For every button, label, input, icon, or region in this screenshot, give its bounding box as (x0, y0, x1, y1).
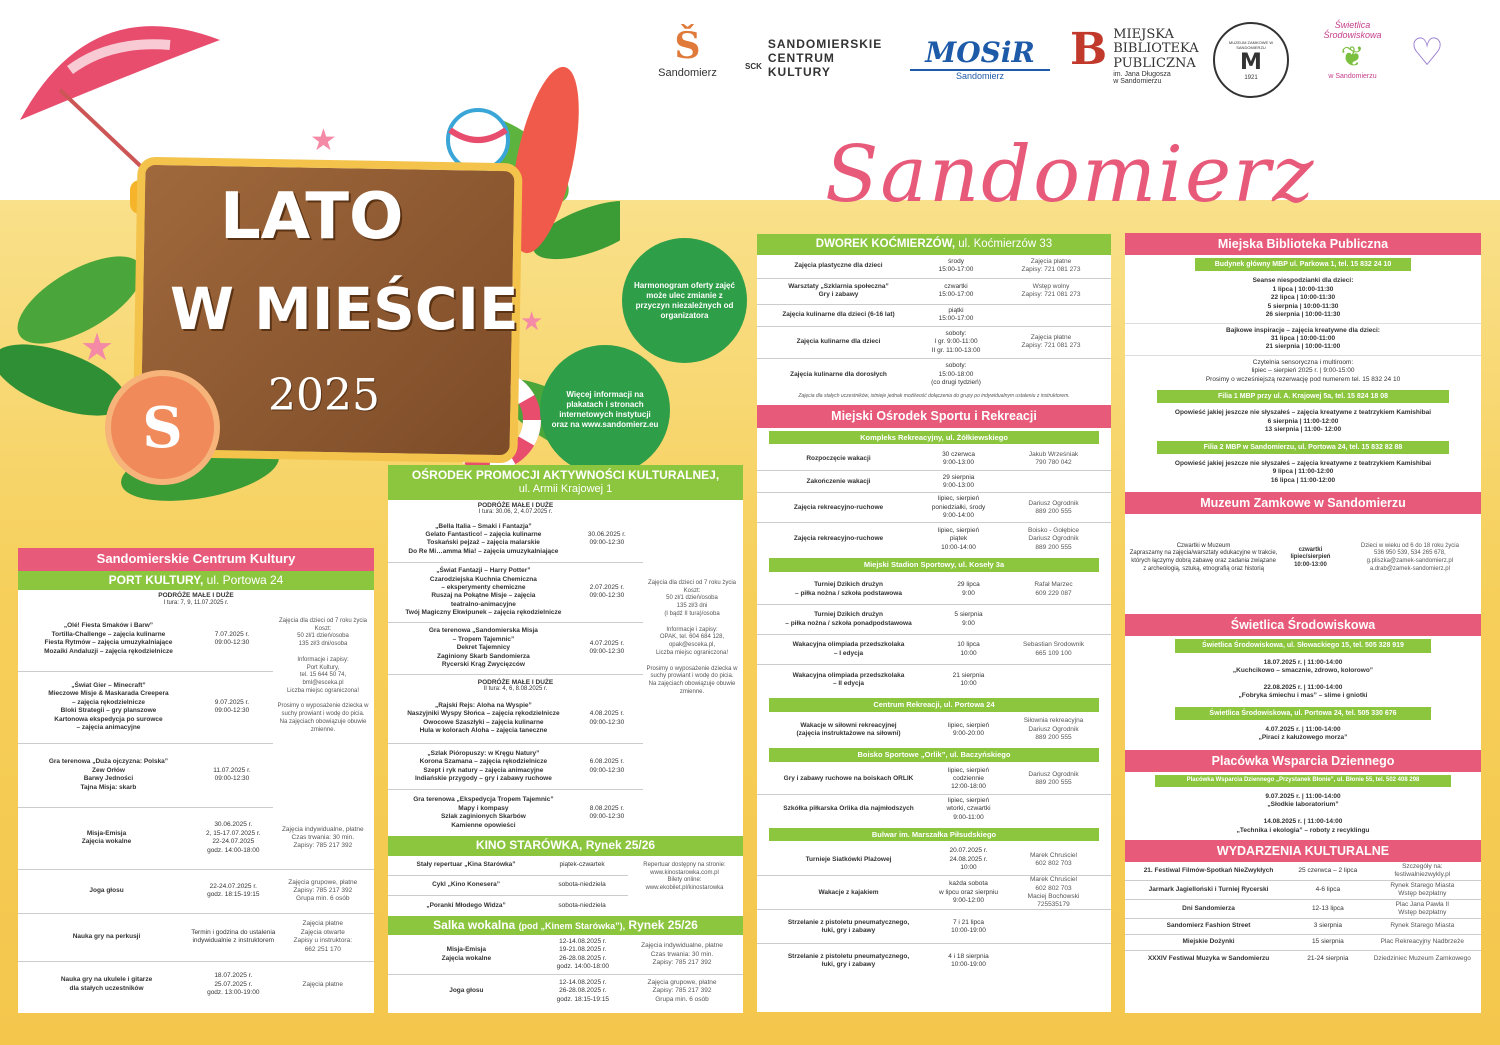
activity: Turnieje Siatkówki Plażowej (805, 855, 892, 863)
date: 22-24.07.2025 r. godz. 18:15-19:15 (207, 882, 260, 899)
activity: Joga głosu (89, 887, 124, 894)
date: piątki 15:00-17:00 (938, 307, 974, 323)
date: sobota-niedziela (558, 901, 606, 909)
activity: Joga głosu (449, 987, 484, 995)
activity: Zajęcia plastyczne dla dzieci (794, 262, 883, 270)
info: Rafał Marzec 609 229 087 (1034, 581, 1073, 597)
opak-header (388, 465, 743, 500)
table-row (757, 575, 1111, 605)
event: 21. Festiwal Filmów-Spotkań NieZwykłych (1143, 866, 1274, 874)
activity: Nauka gry na perkusji (72, 933, 141, 940)
sck-sub-title: PORT KULTURY, (108, 572, 204, 587)
date: lipiec, sierpień 9:00-20:00 (947, 721, 990, 737)
table-row (757, 795, 1111, 825)
date: 21-24 sierpnia (1307, 954, 1349, 962)
info: Dziedziniec Muzeum Zamkowego (1373, 954, 1471, 962)
event: XXXIV Festiwal Muzyka w Sandomierzu (1147, 954, 1270, 962)
table-row (757, 255, 1111, 279)
date: 4.08.2025 r. 09:00-12:30 (589, 710, 625, 726)
activity: Warsztaty „Szklarnia społeczna” Gry i zabawy (788, 283, 889, 299)
table-row (18, 608, 273, 672)
logo-sck (745, 38, 882, 79)
kino-header (388, 836, 743, 856)
logo-mosir-label: MOSiR (925, 36, 1035, 69)
logo-sandomierz-label: Sandomierz (658, 67, 717, 79)
activity: „Świat Gier – Minecraft” Mieczowe Misje & Maskarada Creepera – zajęcia rękodzielnicze Bloki Strategii – gry planszowe Kartonowa ekspedycja po surowce – zajęcia animacyjne (48, 681, 169, 732)
activity: Gra terenowa „Duża ojczyzna: Polska” Zew Orłów Barwy Jedności Tajna Misja: skarb (48, 758, 169, 791)
info: Dariusz Ogrodnik 889 200 555 (1028, 770, 1079, 787)
date: każda sobota w lipcu oraz sierpniu 9:00-12:00 (939, 880, 998, 905)
activity: Gry i zabawy ruchowe na boiskach ORLIK (783, 774, 914, 782)
table-row (18, 870, 374, 914)
info: Zajęcia indywidualne, płatne Czas trwania: 30 min. Zapisy: 785 217 392 (641, 942, 723, 967)
date: 30.06.2025 r. 2, 15-17.07.2025 r. 22-24.07.2025 godz. 14:00-18:00 (206, 821, 261, 854)
date: lipiec, sierpień wtorki, czwartki 9:00-11:00 (946, 797, 991, 821)
info: Dzieci w wieku od 6 do 18 roku życia 536 950 539, 534 265 678, g.pliszka@zamek-sandomierz.pl a.drab@zamek-sandomierz.pl (1360, 542, 1459, 573)
info: Boisko - Gołębice Dariusz Ogrodnik 889 200 555 (1028, 526, 1079, 551)
table-row (1125, 935, 1481, 951)
table-row (388, 623, 643, 675)
activity: Strzelanie z pistoletu pneumatycznego, łuki, gry i zabawy (787, 918, 910, 934)
opak-podroze: PODRÓŻE MAŁE I DUŻE (477, 501, 554, 509)
info: Siłownia rekreacyjna Dariusz Ogrodnik 889 200 555 (1023, 717, 1084, 742)
activity: „Olé! Fiesta Smaków i Barw” Tortilla-Challenge – zajęcia kulinarne Fiesta Rytmów – zajęcia umuzykalniające Mozaiki Andaluzji – zajęcia rękodzielnicze (44, 622, 173, 655)
date: 10 lipca 10:00 (957, 641, 980, 657)
table-row (1125, 862, 1481, 881)
table-row (388, 876, 628, 896)
opak-side-info: Zajęcia dla dzieci od 7 roku życia Koszt: 50 zł/1 dzień/osoba 135 zł/3 dni (I bądź II tura)/osoba Informacje i zapisy: OPAK, tel. 604 684 128, opak@esceka.pl, Liczba miejsc ograniczona! Prosimy o wyposażenie dziecka w suchy prowiant i wodę do picia. Na zajęciach obowiązuje obuwie zmienne. (646, 579, 738, 695)
salka-title: Salka wokalna (433, 917, 516, 932)
info: Zajęcia grupowe, płatne Zapisy: 785 217 392 Grupa min. 6 osób (647, 978, 717, 1003)
date: 30 czerwca 9:00-13:00 (942, 450, 975, 466)
date: 4-6 lipca (1315, 885, 1341, 893)
mbp-filia2-text: Opowieść jakiej jeszcze nie słyszałeś – zajęcia kreatywne z teatrzykiem Kamishibai 9 lipca | 11:00-12:00 16 lipca | 11:00-12:00 (1174, 459, 1432, 484)
date: 21 sierpnia 10:00 (952, 671, 985, 688)
kino-side-info: Repertuar dostępny na stronie: www.kinostarowka.com.pl Bilety online: www.ekobilet.pl/kinostarowka (643, 861, 726, 892)
logo-muzeum-label: MUZEUM ZAMKOWE W SANDOMIERZU (1228, 39, 1274, 50)
event: Sandomierz Fashion Street (1166, 922, 1251, 930)
logo-swietlica-sub: w Sandomierzu (1328, 73, 1377, 80)
info: Jakub Wrześniak 790 780 042 (1028, 450, 1079, 466)
table-row (757, 876, 1111, 910)
activity: Turniej Dzikich drużyn – piłka nożna / szkoła podstawowa (795, 581, 902, 597)
info: Zajęcia indywidualne, płatne Czas trwania: 30 min. Zapisy: 785 217 392 (281, 825, 364, 850)
sck-title: Sandomierskie Centrum Kultury (18, 548, 374, 571)
activity: „Rajski Rejs: Aloha na Wyspie” Naszyjniki Wyspy Słońca – zajęcia rękodzielnicze Owocowe Szaszłyki – zajęcia kulinarne Hula w kolorach Aloha – zajęcia taneczne (407, 701, 560, 735)
placowka-sub: Placówka Wsparcia Dziennego „Przystanek Błonie”, ul. Błonie 55, tel. 502 408 298 (1155, 775, 1451, 787)
placowka-text: 9.07.2025 r. | 11:00-14:00 „Słodkie laboratorium” 14.08.2025 r. | 11:00-14:00 „Technika i ekologia” – roboty z recyklingu (1236, 792, 1370, 834)
table-row (757, 635, 1111, 665)
activity: Gra terenowa „Ekspedycja Tropem Tajemnic” Mapy i kompasy Szlak zaginionych Skarbów Kamienne opowieści (413, 796, 554, 829)
info-bubble-change: Harmonogram oferty zajęć może ulec zmianie z przyczyn niezależnych od organizatora (622, 238, 747, 363)
activity: Cykl „Kino Konesera” (432, 881, 500, 889)
date: 4.07.2025 r. 09:00-12:30 (589, 640, 625, 656)
activity: Strzelanie z pistoletu pneumatycznego, łuki, gry i zabawy (787, 953, 910, 969)
date: czwartki 15:00-17:00 (938, 283, 974, 299)
date: sobota-niedziela (558, 881, 606, 889)
table-row (18, 672, 273, 744)
table-row (1125, 951, 1481, 967)
table-row (1125, 881, 1481, 900)
dworek-address: ul. Koćmierzów 33 (958, 238, 1053, 250)
activity: Stały repertuar „Kina Starówka” (416, 861, 516, 869)
table-row (18, 808, 374, 870)
activity: Nauka gry na ukulele i gitarze dla stałych uczestników (60, 976, 153, 992)
activity: „Szlak Pióropuszy: w Kręgu Natury” Korona Szamana – zajęcia rękodzielnicze Szept i ryk natury – zajęcia animacyjne Indiańskie przygody – gry i zabawy ruchowe (414, 749, 552, 783)
mbp-b-icon: B (1070, 24, 1108, 75)
table-row (1125, 900, 1481, 919)
swietlica-title: Świetlica Środowiskowa (1125, 614, 1481, 636)
mbp-filia1-text: Opowieść jakiej jeszcze nie słyszałeś – zajęcia kreatywne z teatrzykiem Kamishibai 6 sierpnia | 11:00-12:00 13 sierpnia | 11:00- 12:00 (1174, 409, 1432, 434)
table-row (757, 279, 1111, 305)
logo-mosir (910, 36, 1050, 81)
date: 29 sierpnia 9:00-13:00 (942, 473, 975, 489)
activity: „Poranki Młodego Widza” (426, 901, 506, 909)
date: 9.07.2025 r. 09:00-12:30 (214, 698, 250, 715)
table-row (388, 790, 643, 836)
logo-sck-label: SANDOMIERSKIE CENTRUM KULTURY (767, 37, 883, 79)
svg-text:★: ★ (80, 325, 115, 369)
date: 6.08.2025 r. 09:00-12:30 (589, 758, 625, 774)
logo-mbp-label: MIEJSKA BIBLIOTEKA PUBLICZNA (1113, 27, 1199, 71)
activity: Turniej Dzikich drużyn – piłka nożna / szkoła ponadpodstawowa (785, 611, 912, 627)
mbp-seanse: Seanse niespodzianki dla dzieci: 1 lipca | 10:00-11:30 22 lipca | 10:00-11:30 5 sierpnia | 10:00-11:30 26 sierpnia | 10:00-11:30 (1125, 274, 1481, 323)
activity: Zajęcia kulinarne dla dorosłych (790, 370, 887, 378)
info: Zajęcia płatne (302, 980, 344, 988)
date: 29 lipca 9:00 (957, 581, 980, 597)
date: 7 i 21 lipca 10:00-19:00 (951, 918, 986, 934)
activity: Wakacyjna olimpiada przedszkolaka – II edycja (792, 671, 905, 688)
table-row (757, 523, 1111, 555)
mosir-bulwar: Bulwar im. Marszałka Piłsudskiego (769, 828, 1099, 842)
info: Marek Chruściel 602 802 703 (1030, 851, 1077, 867)
table-row (18, 962, 374, 1008)
date: 15 sierpnia (1311, 938, 1344, 946)
butterfly-icon: ❦ (1340, 41, 1365, 72)
date: lipiec, sierpień codziennie 12:00-18:00 (947, 766, 990, 791)
date: środy 15:00-17:00 (938, 258, 974, 274)
info: Szczegóły na: festiwalniezwykly.pl (1394, 862, 1451, 879)
activity: Zajęcia rekreacyjno-ruchowe (793, 535, 884, 543)
date: 18.07.2025 r. 25.07.2025 r. godz. 13:00-19:00 (207, 972, 260, 996)
logo-mosir-sub: Sandomierz (910, 69, 1050, 81)
swietlica-s2: Świetlica Środowiskowa, ul. Portowa 24, tel. 505 330 676 (1175, 707, 1431, 720)
activity: Wakacyjna olimpiada przedszkolaka – I edycja (792, 641, 905, 657)
table-row (757, 844, 1111, 876)
table-row (388, 896, 628, 916)
dworek-note: Zajęcia dla stałych uczestników, istnieje jednak możliwość dołączenia do grupy po indywidualnym ustaleniu z instruktorem. (798, 392, 1070, 399)
info: Marek Chruściel 602 802 703 Maciej Bochowski 725535179 (1027, 876, 1080, 909)
logo-swietlica-label: Świetlica Środowiskowa (1323, 20, 1382, 40)
wydarzenia-title: WYDARZENIA KULTURALNE (1125, 840, 1481, 862)
activity: „Bella Italia – Smaki i Fantazja” Gelato Fantastico! – zajęcia kulinarne Toskański pejzaż – zajęcia malarskie Do Re Mi…amma Mia! – zajęcia umuzykalniające (408, 522, 559, 555)
mosir-stadion: Miejski Stadion Sportowy, ul. Koseły 3a (769, 558, 1099, 572)
info: Zajęcia płatne Zajęcia otwarte Zapisy u instruktora: 662 251 170 (293, 920, 353, 953)
date: 8.08.2025 r. 09:00-12:30 (589, 804, 625, 821)
activity: Misja-Emisja Zajęcia wokalne (441, 946, 492, 962)
info: Sebastian Srodownik 665 109 100 (1022, 641, 1085, 657)
logo-mbp (1070, 24, 1199, 85)
info: Zajęcia płatne Zapisy: 721 081 273 (1021, 258, 1081, 274)
table-row (757, 910, 1111, 944)
date: 5 sierpnia 9:00 (954, 611, 983, 627)
hero-title-line2: W MIEŚCIE (170, 275, 519, 343)
table-row (757, 359, 1111, 391)
opak-panel (388, 465, 743, 1013)
info: Zajęcia płatne Zapisy: 721 081 273 (1021, 334, 1081, 350)
mbp-title: Miejska Biblioteka Publiczna (1125, 233, 1481, 255)
sandomierz-emblem (105, 370, 220, 485)
table-row (388, 563, 643, 623)
dworek-panel (757, 234, 1111, 1012)
info: Rynek Starego Miasta Wstęp bezpłatny (1390, 881, 1455, 898)
table-row (388, 694, 643, 744)
opak-podroze-2: PODRÓŻE MAŁE I DUŻE (477, 678, 554, 686)
svg-text:★: ★ (520, 307, 544, 337)
castle-icon: M (1240, 49, 1262, 75)
logo-mbp-sub: im. Jana Długosza w Sandomierzu (1113, 70, 1171, 85)
umbrella-icon (20, 26, 220, 120)
date: lipiec, sierpień poniedziałki, środy 9:00-14:00 (931, 495, 986, 520)
table-row (1125, 514, 1481, 602)
mbp-filia1: Filia 1 MBP przy ul. A. Krajowej 5a, tel. 15 824 18 08 (1157, 390, 1449, 403)
table-row (757, 605, 1111, 635)
activity: Czwartki w Muzeum Zapraszamy na zajęcia/warsztaty edukacyjne w trakcie, których łączymy dobrą zabawę oraz zadania związane z archeologią, sztuką, etnografią oraz historią (1129, 542, 1278, 573)
activity: „Świat Fantazji – Harry Potter” Czarodziejska Kuchnia Chemiczna – eksperymenty chemiczne Ruszaj na Pokątne Misje – zajęcia teatralno-animacyjne Twój Magiczny Ekwipunek – zajęcia rękodzielnicze (405, 567, 562, 617)
info-bubble-more: Więcej informacji na plakatach i stronach internetowych instytucji oraz na www.sandomierz.eu (540, 345, 670, 475)
table-row (757, 327, 1111, 359)
opak-tura1: I tura: 30.06, 2, 4.07.2025 r. (478, 509, 553, 516)
info: Rynek Starego Miasta (1390, 922, 1455, 930)
date: 4 i 18 sierpnia 10:00-19:00 (948, 953, 989, 969)
sck-panel (18, 548, 374, 1013)
mosir-kompleks: Kompleks Rekreacyjny, ul. Żółkiewskiego (769, 431, 1099, 445)
table-row (388, 744, 643, 790)
mbp-czytelnia: Czytelnia sensoryczna i multiroom: lipiec – sierpień 2025 r. | 9:00-15:00 Prosimy o wcześniejszą rezerwację pod numerem tel. 15 832 24 10 (1205, 358, 1401, 383)
activity: Wakacje z kajakiem (818, 888, 879, 896)
info: Wstęp wolny Zapisy: 721 081 273 (1021, 283, 1081, 299)
event: Miejskie Dożynki (1182, 938, 1235, 946)
sck-sub-address: ul. Portowa 24 (206, 572, 284, 587)
date: soboty: I gr. 9:00-11:00 II gr. 11:00-13:00 (931, 329, 981, 354)
date: 12-14.08.2025 r. 19-21.08.2025 r. 26-28.08.2025 r. godz. 14:00-18:00 (556, 938, 610, 971)
mbp-bajkowe: Bajkowe inspiracje – zajęcia kreatywne dla dzieci: 31 lipca | 10:00-11:00 21 sierpnia | 10:00-11:00 (1125, 324, 1481, 356)
table-row (757, 447, 1111, 471)
activity: Zajęcia kulinarne dla dzieci (6-16 lat) (782, 311, 895, 319)
hero-title-line1: LATO (220, 180, 404, 254)
hero-year: 2025 (268, 370, 380, 421)
opak-address: ul. Armii Krajowej 1 (518, 483, 613, 495)
table-row (18, 914, 374, 962)
table-row (757, 665, 1111, 695)
date: 30.06.2025 r. 09:00-12:30 (587, 531, 626, 547)
table-row (18, 744, 273, 808)
activity: Misja-Emisja Zajęcia wokalne (81, 829, 132, 846)
heart-logo-icon: ♡ (1410, 32, 1445, 74)
activity: Zajęcia rekreacyjno-ruchowe (793, 503, 884, 511)
event: Jarmark Jagielloński i Turniej Rycerski (1148, 885, 1269, 893)
table-row (757, 944, 1111, 978)
logo-sandomierz (650, 25, 725, 79)
opak-tura2: II tura: 4, 6, 8.08.2025 r. (483, 686, 548, 693)
activity: Rozpoczęcie wakacji (806, 454, 871, 462)
sck-podroze: PODRÓŻE MAŁE I DUŻE (158, 592, 234, 600)
table-row (757, 765, 1111, 795)
sandomierz-shield-icon: Š (674, 25, 701, 67)
dworek-header (757, 234, 1111, 255)
salka-paren: (pod „Kinem Starówka”), (518, 920, 626, 931)
table-row (388, 856, 628, 876)
info: Plac Rekreacyjny Nadbrzeże (1380, 938, 1465, 946)
table-row (757, 305, 1111, 327)
swietlica-s2-text: 4.07.2025 r. | 11:00-14:00 „Piraci z kałużowego morza” (1258, 725, 1348, 742)
table-row (388, 935, 743, 975)
sck-subheader (18, 571, 374, 591)
salka-header (388, 916, 743, 936)
swietlica-s1-text: 18.07.2025 r. | 11:00-14:00 „Kuchcikowo – smacznie, zdrowo, kolorowo” 22.08.2025 r. | 11:00-14:00 „Fobryka śmiechu i mas” – slime i gniotki (1232, 658, 1374, 700)
date: piątek-czwartek (559, 861, 605, 869)
table-row (757, 715, 1111, 745)
kino-title: KINO STARÓWKA, (475, 838, 583, 853)
dworek-title: DWOREK KOĆMIERZÓW, (815, 238, 956, 250)
date: czwartki lipiec/sierpień 10:00-13:00 (1290, 546, 1331, 569)
activity: Gra terenowa „Sandomierska Misja – Tropem Tajemnic” Dekret Tajemnicy Zaginiony Skarb Sandomierza Rycerski Krąg Zwycięzców (428, 627, 538, 669)
placowka-title: Placówka Wsparcia Dziennego (1125, 750, 1481, 772)
table-row (757, 493, 1111, 523)
date: 3 sierpnia (1313, 922, 1342, 930)
table-row (757, 471, 1111, 493)
table-row (1125, 919, 1481, 935)
activity: Szkółka piłkarska Orlika dla najmłodszych (783, 805, 914, 813)
city-title: Sandomierz (825, 130, 1316, 220)
event: Dni Sandomierza (1182, 904, 1235, 912)
svg-text:★: ★ (310, 123, 337, 158)
table-row (388, 517, 643, 563)
mosir-centrum: Centrum Rekreacji, ul. Portowa 24 (769, 698, 1099, 712)
mosir-title: Miejski Ośrodek Sportu i Rekreacji (757, 405, 1111, 427)
date: soboty: 15:00-18:00 (co drugi tydzień) (931, 362, 981, 387)
date: 20.07.2025 r. 24.08.2025 r. 10:00 (949, 847, 988, 872)
info: Dariusz Ogrodnik 889 200 555 (1028, 499, 1079, 515)
activity: Zakończenie wakacji (806, 477, 871, 485)
date: 12-13 lipca (1311, 904, 1344, 912)
date: 2.07.2025 r. 09:00-12:30 (589, 584, 625, 600)
sck-side-info: Zajęcia dla dzieci od 7 roku życia Koszt: 50 zł/1 dzień/osoba 135 zł/3 dni/osoba Informacje i zapisy: Port Kultury, tel. 15 644 50 74, bml@esceka.pl Liczba miejsc ograniczona! Prosimy o wyposażenie dziecka w suchy prowiant i wodę do picia. Na zajęciach obowiązuje obuwie zmienne. (277, 617, 369, 733)
mosir-orlik: Boisko Sportowe „Orlik”, ul. Baczyńskiego (769, 748, 1099, 762)
info: Plac Jana Pawła II Wstęp bezpłatny (1395, 900, 1450, 917)
logo-muzeum (1213, 22, 1289, 98)
logo-swietlica (1315, 20, 1390, 80)
sck-tura: I tura: 7, 9, 11.07.2025 r. (163, 599, 229, 606)
mbp-filia2: Filia 2 MBP w Sandomierzu, ul. Portowa 24, tel. 15 832 82 88 (1157, 441, 1449, 454)
info: Zajęcia grupowe, płatne Zapisy: 785 217 392 Grupa min. 6 osób (288, 878, 358, 903)
muzeum-title: Muzeum Zamkowe w Sandomierzu (1125, 492, 1481, 514)
logo-muzeum-year: 1921 (1244, 74, 1258, 81)
kino-address: Rynek 25/26 (585, 838, 656, 853)
opak-title: OŚRODEK PROMOCJI AKTYWNOŚCI KULTURALNEJ, (411, 468, 720, 482)
date: 11.07.2025 r. 09:00-12:30 (213, 766, 251, 783)
date: 7.07.2025 r. 09:00-12:30 (214, 630, 250, 647)
swietlica-s1: Świetlica Środowiskowa, ul. Słowackiego 15, tel. 505 328 919 (1175, 639, 1431, 652)
mbp-panel (1125, 233, 1481, 1013)
date: lipiec, sierpień piątek 10:00-14:00 (937, 526, 980, 551)
salka-address: Rynek 25/26 (628, 917, 698, 932)
date: Termin i godzina do ustalenia indywidualnie z instruktorem (191, 928, 278, 945)
date: 12-14.08.2025 r. 26-28.08.2025 r. godz. 18:15-19:15 (556, 978, 610, 1003)
activity: Zajęcia kulinarne dla dzieci (796, 338, 881, 346)
emblem-letter: S (142, 394, 183, 461)
date: 25 czerwca – 2 lipca (1298, 866, 1358, 874)
mbp-main: Budynek główny MBP ul. Parkowa 1, tel. 15 832 24 10 (1195, 258, 1411, 271)
sck-emblem-icon: SCK (745, 62, 762, 71)
activity: Wakacje w siłowni rekreacyjnej (zajęcia instruktażowe na siłowni) (796, 721, 901, 737)
table-row (388, 975, 743, 1007)
